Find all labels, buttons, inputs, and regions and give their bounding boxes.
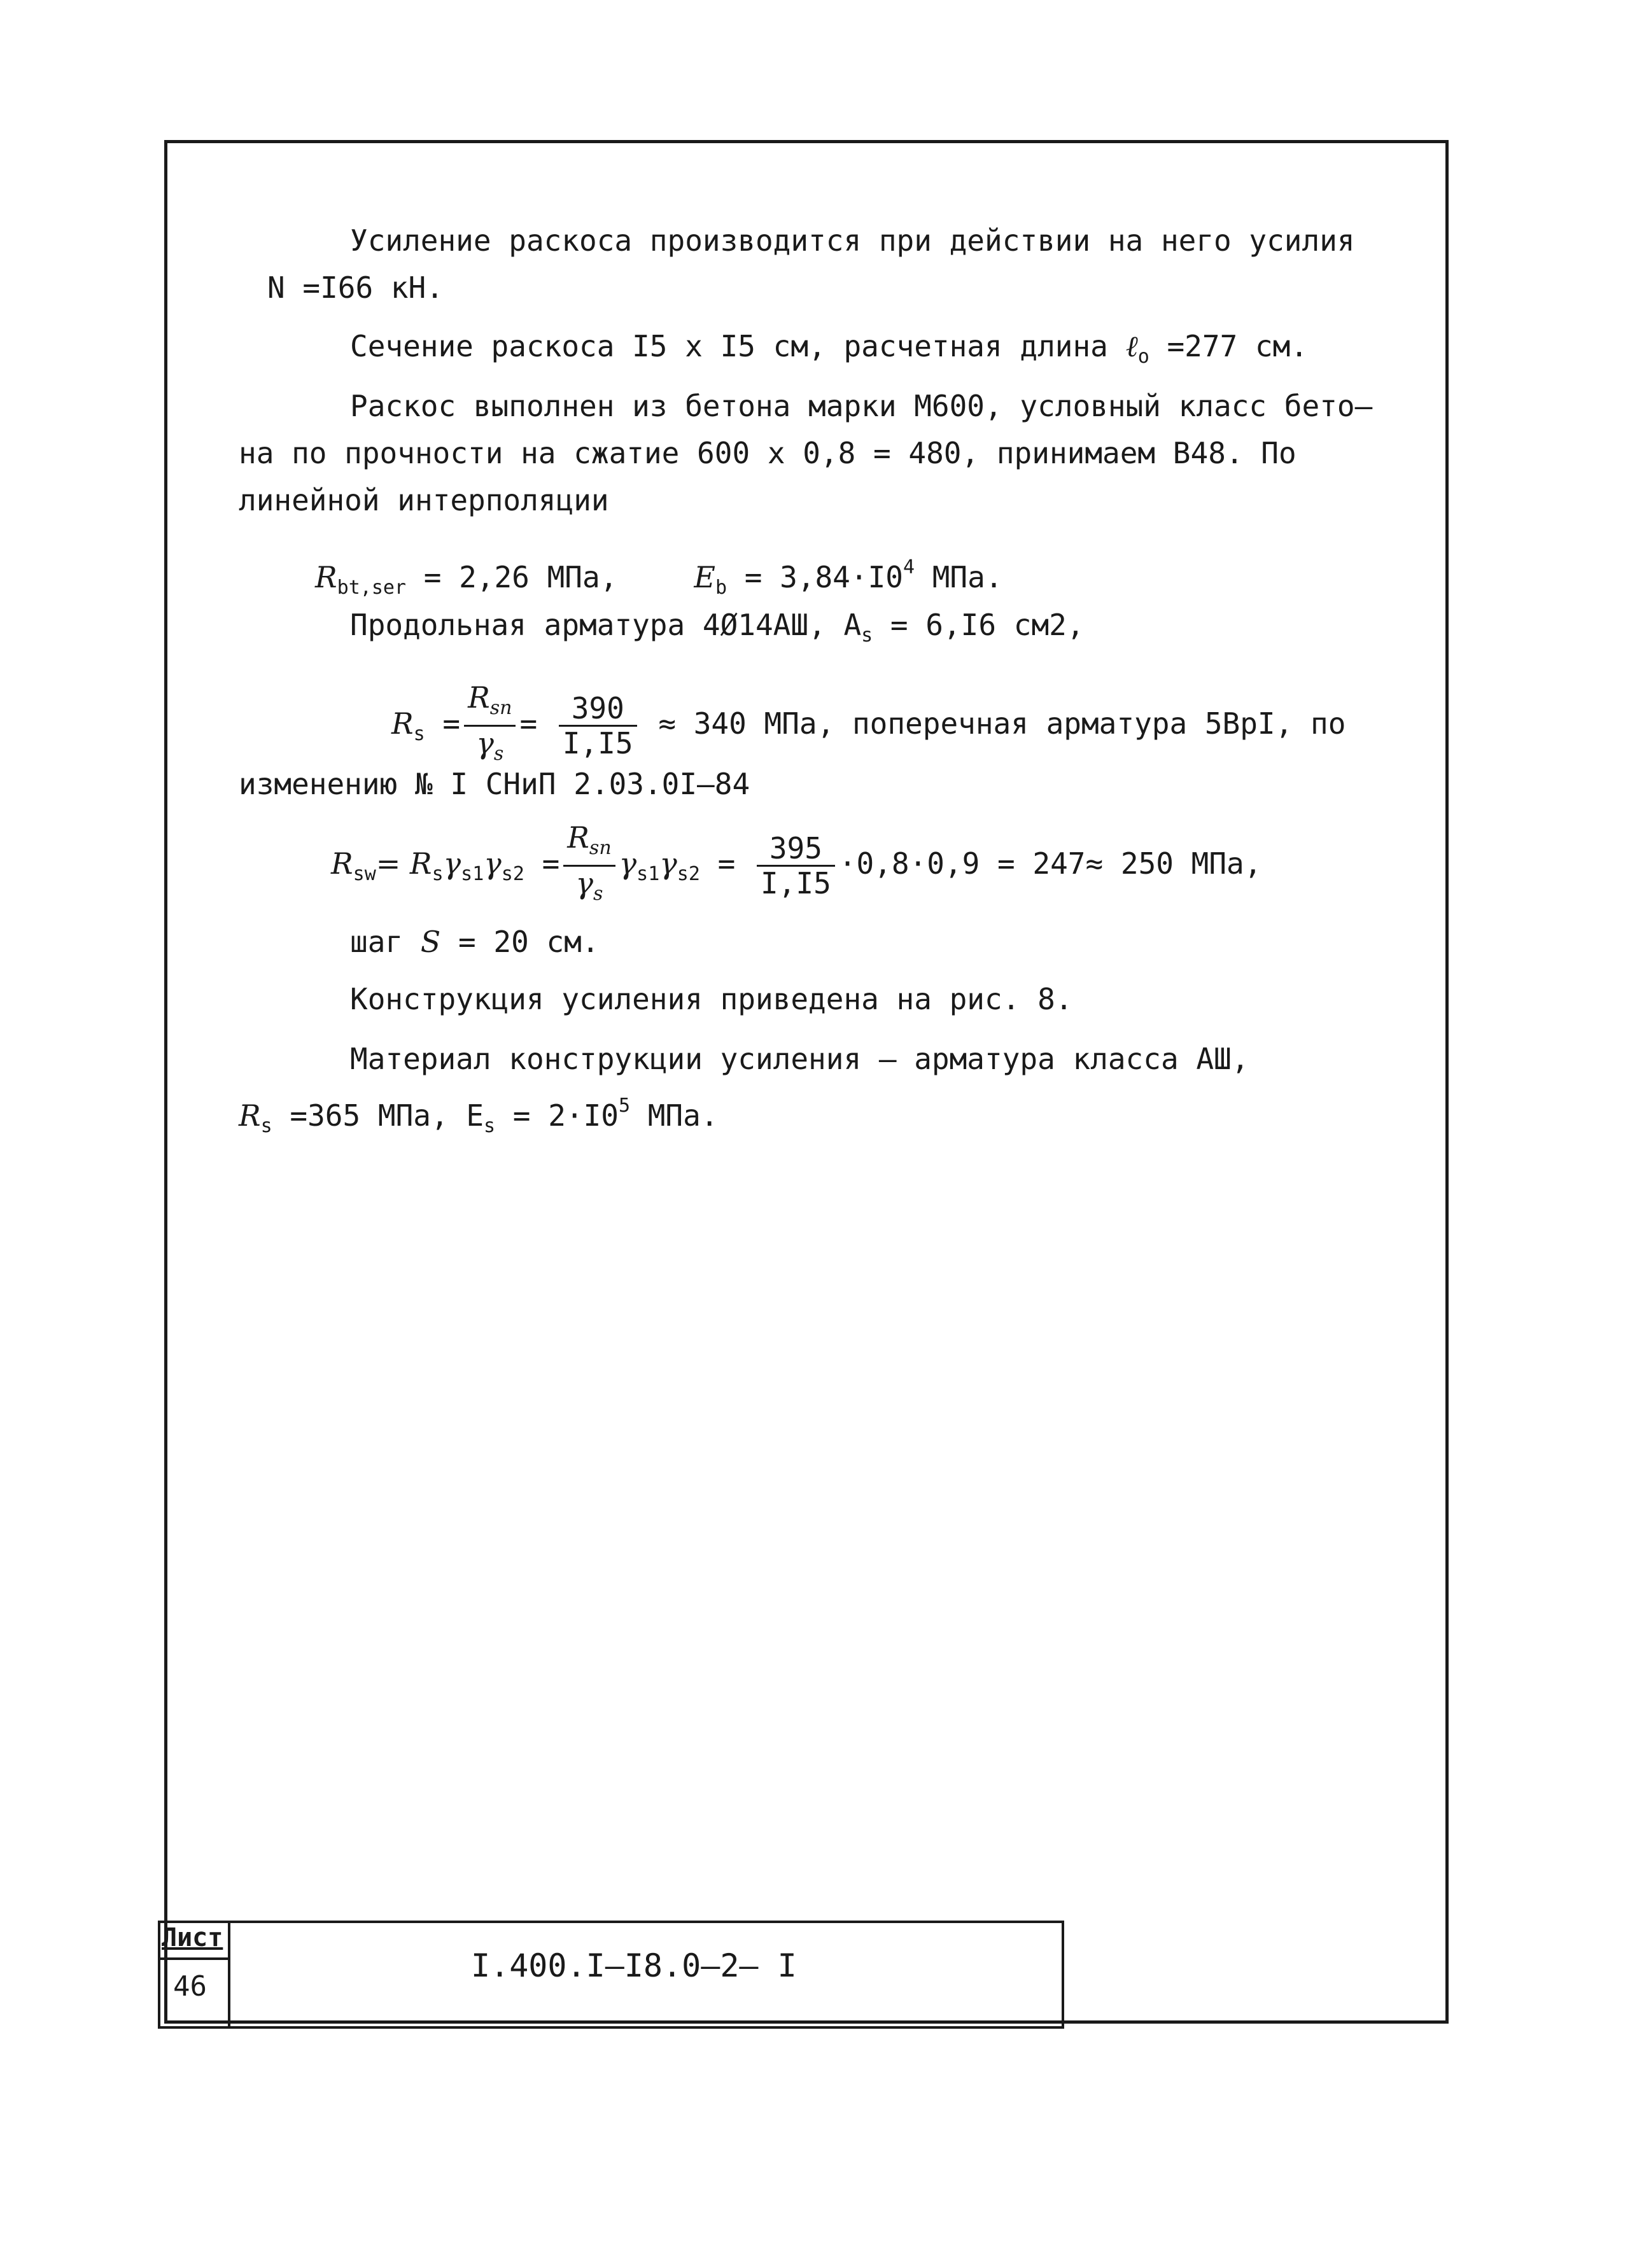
section-text: Сечение раскоса I5 x I5 см, расчетная длина <box>350 329 1126 363</box>
text-line-13: Конструкция усиления приведена на рис. 8. <box>350 982 1073 1016</box>
rebar-text: Продольная арматура 4Ø14AШ, A <box>350 608 862 642</box>
text-line-7 <box>315 550 1003 606</box>
rs-subscript: s <box>413 723 425 745</box>
rs-fraction-numeric: $\frac{390}{I,I5}$ <box>559 692 637 760</box>
eb-subscript: b <box>715 577 727 599</box>
text-line-2: N =I66 кН. <box>267 270 444 305</box>
rbt-value: = 2,26 МПа, <box>406 560 618 594</box>
text-line-14: Материал конструкции усиления – арматура класса AШ, <box>350 1042 1249 1076</box>
step-symbol: S <box>420 925 441 959</box>
rs-result: ≈ 340 МПа, поперечная арматура 5BpI, по <box>658 706 1346 741</box>
sheet-number: 46 <box>173 1970 207 2003</box>
length-value: =277 см. <box>1149 329 1309 363</box>
text-line-4: Раскос выполнен из бетона марки M600, условный класс бето– <box>350 389 1373 423</box>
text-line-1: Усиление раскоса производится при действии на него усилия <box>350 223 1355 258</box>
rsw-fraction-symbolic: $\frac{R_{sn}}{\gamma_s}$ <box>563 821 615 911</box>
text-line-8 <box>350 607 1085 654</box>
eb-unit: МПа. <box>915 560 1003 594</box>
text-line-3 <box>350 328 1308 375</box>
text-line-6: линейной интерполяции <box>239 483 609 517</box>
text-line-12: шаг S = 20 см. <box>350 925 600 959</box>
eb-value: = 3,84·I0 <box>727 560 903 594</box>
text-line-11: $R_{sw}= R_s\gamma_{s1}\gamma_{s2}$ = $\frac{R_{sn}}{\gamma_s}$ $\gamma_{s1}\gamma_{s2}$ = $\frac{395}{I,I5}$ ·0,8·0,9 = 247≈ 250 МПа, <box>331 821 1261 913</box>
text-line-15: $R_s =365$ МПа, $E_s = 2\cdot I0^5$ МПа. <box>239 1095 719 1137</box>
rs-symbol: R <box>391 706 414 741</box>
text-line-10: изменению № I СНиП 2.03.0I–84 <box>239 767 750 801</box>
rsw-fraction-numeric: $\frac{395}{I,I5}$ <box>757 832 835 900</box>
sheet-label: Лист <box>162 1923 223 1952</box>
as-value: = 6,I6 см2, <box>873 608 1085 642</box>
sheet-label-divider <box>158 1957 230 1960</box>
as-subscript: s <box>861 624 873 647</box>
rbt-subscript: bt,ser <box>337 577 407 599</box>
text-line-5: на по прочности на сжатие 600 x 0,8 = 480, принимаем B48. По <box>239 436 1296 470</box>
rbt-symbol: R <box>315 560 337 594</box>
text-line-9: $R_s$ = $\frac{R_{sn}}{\gamma_s}$ = $\frac{390}{I,I5}$ ≈ 340 МПа, поперечная арматура 5BpI, по <box>391 681 1345 771</box>
eb-exponent: 4 <box>903 556 915 578</box>
rsw-symbol: R <box>331 846 353 881</box>
rs-fraction-symbolic: $\frac{R_{sn}}{\gamma_s}$ <box>464 681 516 771</box>
rsw-subscript: sw <box>353 863 376 885</box>
length-subscript: o <box>1137 346 1149 368</box>
document-number: I.400.I–I8.0–2– I <box>471 1947 797 1984</box>
rsw-result: ·0,8·0,9 = 247≈ 250 МПа, <box>838 846 1262 881</box>
rs-material-symbol: R <box>239 1098 261 1133</box>
length-symbol: ℓ <box>1125 329 1138 363</box>
eb-symbol: E <box>694 560 715 594</box>
